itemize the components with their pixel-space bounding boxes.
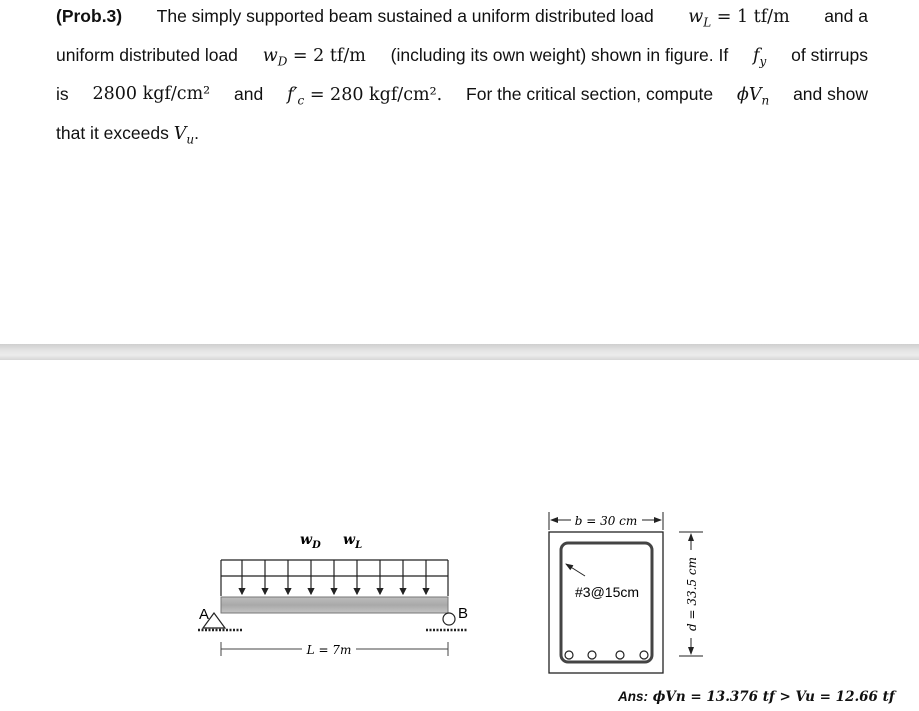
span-label: L = 7m	[306, 643, 352, 657]
problem-line-4: that it exceeds $V_u$.	[56, 123, 199, 147]
distributed-load	[221, 560, 448, 596]
beam-cross-section	[549, 532, 663, 673]
problem-text: and	[234, 84, 264, 104]
load-wD-label: $w_D$	[300, 532, 321, 551]
support-b-label: B	[458, 605, 469, 622]
problem-text: of stirrups	[791, 45, 868, 65]
problem-text: is	[56, 84, 69, 104]
problem-text: For the critical section, compute	[466, 84, 714, 104]
fc-expression: $f'_c = 280$ kgf/cm².	[287, 85, 443, 108]
Vu-symbol: $V_u$	[173, 124, 195, 147]
answer	[618, 689, 895, 705]
depth-label: d = 33.5 cm	[685, 557, 699, 631]
answer-text: ϕVn = 13.376 tf > Vu = 12.66 tf	[652, 689, 895, 705]
width-label: b = 30 cm	[574, 514, 638, 528]
answer-label: Ans:	[618, 689, 648, 704]
wL-expression: $w_L = 1$ tf/m	[688, 7, 790, 30]
load-wL-label: $w_L$	[343, 532, 363, 551]
problem-text: uniform distributed load	[56, 45, 238, 65]
wD-expression: $w_D = 2$ tf/m	[262, 46, 366, 69]
problem-text: and a	[824, 6, 868, 26]
problem-text: (including its own weight) shown in figure. If	[390, 45, 729, 65]
problem-text: The simply supported beam sustained a uniform distributed load	[156, 6, 654, 26]
stirrup-label: #3@15cm	[575, 584, 640, 600]
phiVn-symbol: $\phi V_n$	[736, 85, 770, 108]
problem-text: that it exceeds	[56, 123, 169, 143]
problem-text: and show	[793, 84, 868, 104]
fy-value: 2800 kgf/cm²	[92, 84, 211, 104]
fy-symbol: $f_y$	[753, 46, 767, 69]
problem-label: (Prob.3)	[56, 6, 123, 26]
support-a-label: A	[199, 606, 210, 623]
beam	[221, 597, 448, 613]
